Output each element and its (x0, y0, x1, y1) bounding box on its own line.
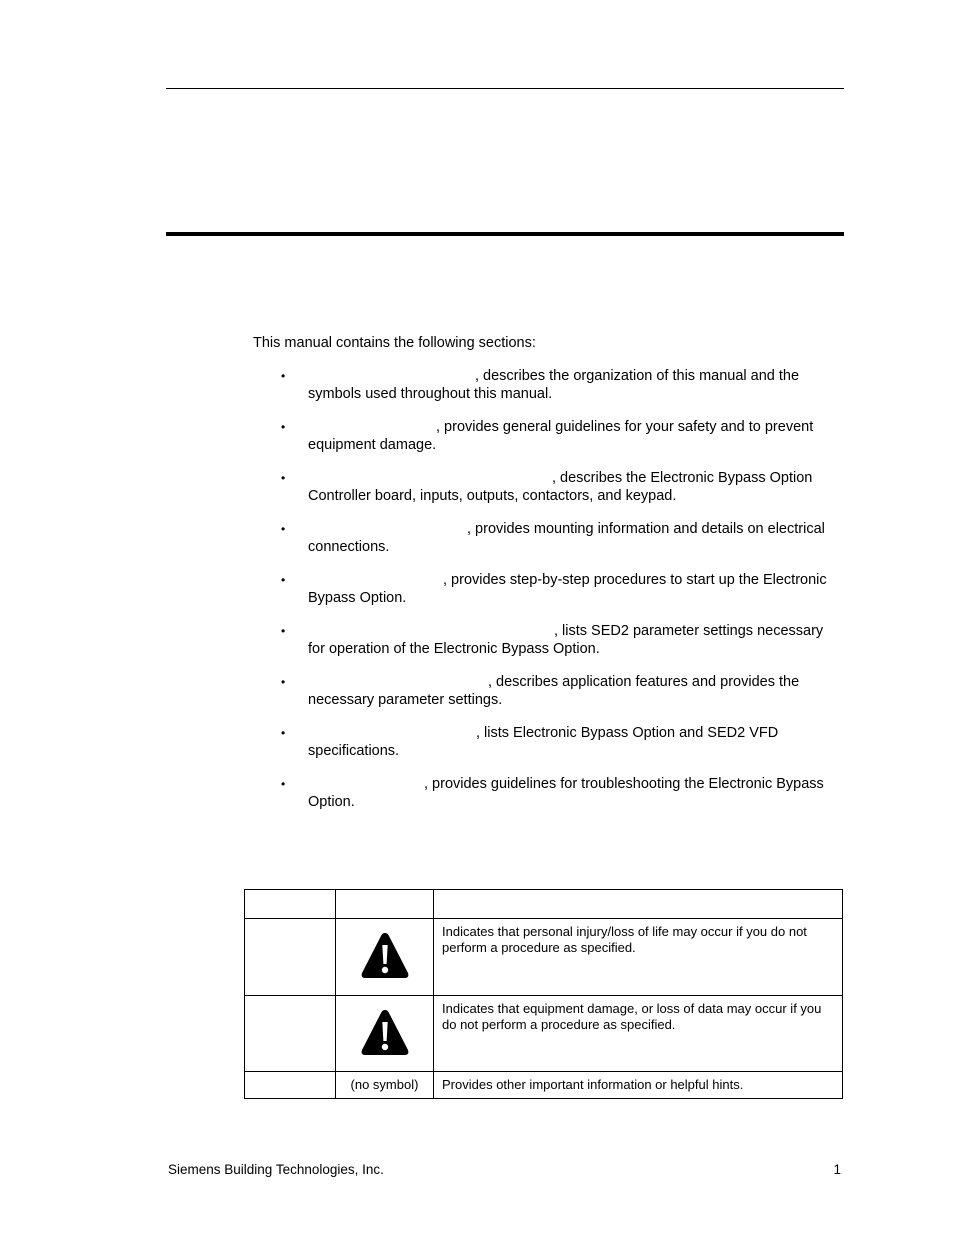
list-item-text: , provides mounting information and details on electrical connections. (308, 521, 825, 555)
header-cell (336, 890, 434, 919)
list-item-text: , provides general guidelines for your safety and to prevent equipment damage. (308, 419, 814, 453)
symbols-table (244, 889, 843, 1099)
bullet: • (281, 369, 286, 383)
bullet: • (281, 675, 286, 689)
notation-cell (245, 919, 336, 996)
list-item (278, 775, 838, 826)
symbol-cell (336, 919, 434, 996)
footer-company: Siemens Building Technologies, Inc. (168, 1162, 384, 1177)
page-number: 1 (833, 1162, 841, 1177)
notation-cell (245, 996, 336, 1072)
bullet: • (281, 420, 286, 434)
notation-cell (245, 1072, 336, 1099)
list-item-text: , describes the Electronic Bypass Option Controller board, inputs, outputs, contactors, and keypad. (308, 470, 813, 504)
list-item (278, 520, 838, 571)
meaning-cell: Provides other important information or helpful hints. (434, 1072, 843, 1099)
list-item-text: , describes the organization of this manual and the symbols used throughout this manual. (308, 368, 800, 402)
meaning-cell: Indicates that personal injury/loss of life may occur if you do not perform a procedure as specified. (434, 919, 843, 996)
table-header-row (245, 890, 843, 919)
list-item (278, 418, 838, 469)
list-item (278, 724, 838, 775)
symbol-cell: (no symbol) (336, 1072, 434, 1099)
list-item-text: , provides guidelines for troubleshooting the Electronic Bypass Option. (308, 776, 824, 810)
chapter-title-rule (166, 232, 844, 236)
list-item-text: , provides step-by-step procedures to start up the Electronic Bypass Option. (308, 572, 827, 606)
intro-text: This manual contains the following sections: (253, 335, 536, 351)
bullet: • (281, 471, 286, 485)
header-rule (166, 88, 844, 89)
list-item (278, 367, 838, 418)
list-item-text: , describes application features and provides the necessary parameter settings. (308, 674, 800, 708)
bullet: • (281, 522, 286, 536)
section-list (278, 367, 838, 826)
bullet: • (281, 624, 286, 638)
header-cell (245, 890, 336, 919)
list-item (278, 673, 838, 724)
list-item (278, 622, 838, 673)
meaning-cell: Indicates that equipment damage, or loss of data may occur if you do not perform a procedure as specified. (434, 996, 843, 1072)
list-item (278, 469, 838, 520)
header-cell (434, 890, 843, 919)
warning-triangle-icon (359, 1006, 411, 1058)
list-item-text: , lists SED2 parameter settings necessary for operation of the Electronic Bypass Option. (308, 623, 824, 657)
bullet: • (281, 573, 286, 587)
table-row (245, 919, 843, 996)
table-row (245, 1072, 843, 1099)
symbol-cell (336, 996, 434, 1072)
bullet: • (281, 777, 286, 791)
list-item (278, 571, 838, 622)
table-row (245, 996, 843, 1072)
warning-triangle-icon (359, 929, 411, 981)
bullet: • (281, 726, 286, 740)
list-item-text: , lists Electronic Bypass Option and SED2 VFD specifications. (308, 725, 779, 759)
